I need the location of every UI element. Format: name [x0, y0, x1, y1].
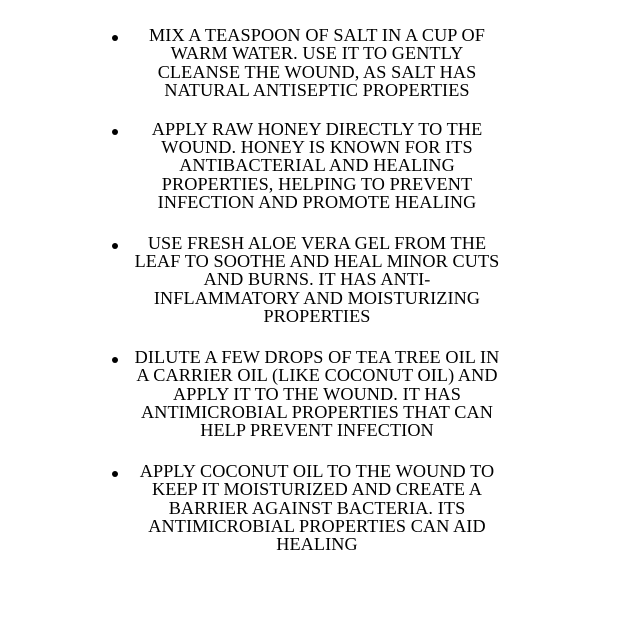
bullet-icon [112, 35, 118, 41]
list-item [112, 120, 512, 212]
list-item [112, 234, 512, 326]
tips-list [112, 26, 512, 554]
bullet-icon [112, 471, 118, 477]
tip-text: MIX A TEASPOON OF SALT IN A CUP OF WARM WATER. USE IT TO GENTLY CLEANSE THE WOUND, AS SALT HAS NATURAL ANTISEPTIC PROPERTIES [149, 25, 485, 101]
list-item [112, 462, 512, 554]
tip-text: APPLY RAW HONEY DIRECTLY TO THE WOUND. HONEY IS KNOWN FOR ITS ANTIBACTERIAL AND HEALING PROPERTIES, HELPING TO PREVENT INFECTION AND PROMOTE HEALING [151, 118, 483, 213]
bullet-icon [112, 243, 118, 249]
tip-text: APPLY COCONUT OIL TO THE WOUND TO KEEP IT MOISTURIZED AND CREATE A BARRIER AGAINST BACTERIA. ITS ANTIMICROBIAL PROPERTIES CAN AID HEALING [139, 460, 495, 555]
tip-text: DILUTE A FEW DROPS OF TEA TREE OIL IN A CARRIER OIL (LIKE COCONUT OIL) AND APPLY IT TO THE WOUND. IT HAS ANTIMICROBIAL PROPERTIES THAT CAN HELP PREVENT INFECTION [134, 346, 500, 441]
list-item [112, 26, 512, 100]
bullet-icon [112, 129, 118, 135]
bullet-icon [112, 357, 118, 363]
tip-text: USE FRESH ALOE VERA GEL FROM THE LEAF TO SOOTHE AND HEAL MINOR CUTS AND BURNS. IT HAS ANTI-INFLAMMATORY AND MOISTURIZING PROPERTIES [134, 232, 500, 327]
list-item [112, 348, 512, 440]
